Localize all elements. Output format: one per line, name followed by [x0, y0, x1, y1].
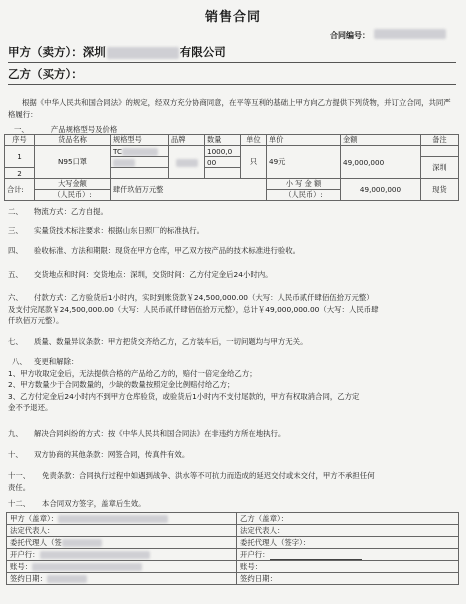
qty-cell-2: 00: [205, 157, 241, 168]
clause-subitem: 金不予退还。: [8, 403, 53, 412]
party-a-account-label: 账号：: [10, 562, 33, 571]
header-cell: 备注: [421, 135, 459, 146]
party-a-agent-label: 委托代理人（签: [10, 538, 62, 547]
party-b-line: [8, 66, 83, 82]
clause-9: [8, 428, 460, 440]
clause-text: 交货地点和时间：交货地点：深圳，交货时间：乙方付定金后24小时内。: [34, 270, 273, 279]
party-b-date: 签约日期：: [237, 573, 459, 585]
clause-title: 变更和解除：: [34, 357, 79, 366]
party-a-company-label: 甲方（盖章）：: [10, 514, 59, 523]
signature-row: [7, 537, 459, 549]
divider: [8, 62, 456, 63]
header-cell: 规格型号: [111, 135, 169, 146]
section-title: 产品规格型号及价格: [50, 125, 118, 134]
intro-paragraph: 根据《中华人民共和国合同法》的规定，经双方充分协商同意，在平等互利的基础上甲方向乙方提供下列货物，并订立合同，共同严格履行：: [8, 98, 451, 119]
party-b-agent: 委托代理人（签字）：: [237, 537, 459, 549]
clause-text: 验收标准、方法和期限：现货在甲方仓库，甲乙双方按产品的技术标准进行验收。: [34, 246, 301, 255]
clause-text: 本合同双方签字，盖章后生效。: [42, 499, 146, 508]
header-cell: 货品名称: [35, 135, 111, 146]
signature-row: [7, 549, 459, 561]
product-name: N95口罩: [35, 146, 111, 179]
unit-cell: 只: [241, 146, 267, 179]
spec-cell: [111, 146, 169, 157]
clause-number: 十二、: [8, 499, 31, 508]
qty-cell-3: [205, 168, 241, 179]
clause-7: [8, 336, 460, 348]
clause-8: [8, 356, 460, 414]
amount-cell: 49,000,000: [341, 146, 421, 179]
party-b-company-label: 乙方（盖章）：: [240, 514, 289, 523]
divider: [8, 84, 456, 85]
table-header-row: [5, 135, 459, 146]
party-b-label: 乙方（买方）：: [8, 67, 83, 81]
section-number: 一、: [14, 125, 29, 134]
redacted-agent: [62, 539, 102, 547]
clause-number: 六、: [8, 293, 23, 302]
upper-amount-label-2: （人民币）:: [35, 190, 111, 201]
party-a-name-suffix: 有限公司: [179, 45, 226, 59]
contract-number-label: 合同编号：: [330, 31, 370, 40]
upper-amount-value: 肆仟玖佰万元整: [111, 179, 267, 201]
upper-amount-label: 大写金额: [35, 179, 111, 190]
header-cell: 序号: [5, 135, 35, 146]
clause-4: [8, 245, 460, 257]
clause-2: [8, 206, 460, 218]
clause-number: 十、: [8, 450, 23, 459]
clause-6: [8, 292, 460, 327]
lower-amount-value: 49,000,000: [341, 179, 421, 201]
party-b-account: 账号：: [237, 561, 459, 573]
redacted-account: [32, 563, 142, 571]
page-title: 销售合同: [204, 10, 261, 25]
clause-3: [8, 225, 460, 237]
redacted-spec: [113, 159, 135, 167]
header-cell: 单价: [267, 135, 341, 146]
spec-cell-2: [111, 157, 169, 168]
header-cell: 金额: [341, 135, 421, 146]
price-cell: 49元: [267, 146, 341, 179]
underline: [270, 551, 362, 560]
party-a-bank: [7, 549, 237, 561]
header-cell: 品牌: [169, 135, 205, 146]
spec-cell-3: [111, 168, 169, 179]
lower-amount-label: 小 写 金 额: [267, 179, 341, 190]
clause-text: 实量货技术标注要求：根据山东日照厂的标准执行。: [34, 226, 204, 235]
clause-text: 仟玖佰万元整）。: [8, 316, 64, 325]
header-cell: 单位: [241, 135, 267, 146]
clause-number: 八、: [12, 357, 27, 366]
party-a-date-label: 签约日期：: [10, 574, 47, 583]
brand-cell: [169, 146, 205, 179]
clause-10: [8, 449, 460, 461]
party-b-bank: [237, 549, 459, 561]
clause-text: 及支付完尾款￥24,500,000.00（大写：人民币贰仟肆佰伍拾万元整），总计￥49,000,000.00（大写：人民币肆: [8, 304, 379, 314]
clause-text: 质量、数量异议条款：甲方把货交齐给乙方，乙方装车后，一切问题均与甲方无关。: [34, 337, 308, 346]
party-b-company: [237, 513, 459, 525]
clause-number: 四、: [8, 246, 23, 255]
clause-subitem: 3、乙方付定金后24小时内不到甲方仓库验货，或验货后1小时内不支付尾款的，甲方有权取消合同，乙方定: [8, 391, 360, 401]
signature-row: [7, 561, 459, 573]
clause-subitem: 1、甲方收取定金后，无法提供合格的产品给乙方的，赔付一倍定金给乙方；: [8, 368, 257, 378]
redacted-company-name: [107, 47, 179, 59]
clause-number: 十一、: [8, 471, 31, 480]
clause-number: 五、: [8, 270, 23, 279]
clause-number: 九、: [8, 429, 23, 438]
signature-row: [7, 525, 459, 537]
clause-number: 七、: [8, 337, 23, 346]
party-a-rep: 法定代表人：: [7, 525, 237, 537]
remark-cell-1: 深圳: [421, 157, 459, 179]
clause-5: [8, 269, 460, 281]
clause-12: [8, 498, 460, 510]
redacted-company: [58, 515, 168, 523]
redacted-contract-number: [374, 29, 446, 39]
signature-row: [7, 573, 459, 585]
remark-cell: [421, 146, 459, 157]
row-no: 1: [5, 146, 35, 168]
spec-prefix: TC: [113, 146, 122, 156]
header-cell: 数量: [205, 135, 241, 146]
remark-cell-2: 现货: [421, 179, 459, 201]
party-a-line: [8, 44, 226, 60]
clause-text: 责任。: [8, 482, 31, 492]
qty-cell: 1000,0: [205, 146, 241, 157]
party-a-bank-label: 开户行：: [10, 550, 40, 559]
party-a-name-prefix: 深圳: [82, 45, 106, 59]
party-a-agent: [7, 537, 237, 549]
redacted-bank: [40, 551, 150, 559]
party-a-date: [7, 573, 237, 585]
table-row: [5, 146, 459, 157]
clause-text: 免责条款：合同执行过程中如遇到战争、洪水等不可抗力而造成的延迟交付或未交付，甲方不承担任何: [42, 471, 375, 480]
clause-number: 三、: [8, 226, 23, 235]
clause-number: 二、: [8, 207, 23, 216]
party-b-bank-label: 开户行：: [240, 550, 270, 559]
clause-text: 物流方式：乙方自提。: [34, 207, 108, 216]
redacted-date: [47, 575, 87, 583]
redacted-spec: [122, 148, 158, 156]
signature-table: [6, 512, 459, 585]
goods-table: [4, 134, 459, 201]
signature-row: [7, 513, 459, 525]
row-no: 2: [5, 168, 35, 179]
lower-amount-label-2: （人民币）:: [267, 190, 341, 201]
clause-text: 解决合同纠纷的方式：按《中华人民共和国合同法》在非违约方所在地执行。: [34, 429, 286, 438]
party-a-account: [7, 561, 237, 573]
clause-subitem: 2、甲方数量少于合同数量的，少缺的数量按照定金比例赔付给乙方；: [8, 380, 235, 389]
party-a-label: 甲方（卖方）：: [8, 45, 83, 59]
party-b-rep: 法定代表人：: [237, 525, 459, 537]
clause-text: 双方协商的其他条款：网签合同，传真件有效。: [34, 450, 190, 459]
total-label: 合计:: [5, 179, 35, 201]
redacted-brand: [176, 159, 198, 167]
clause-11: [8, 470, 460, 493]
party-a-company: [7, 513, 237, 525]
table-total-row: [5, 179, 459, 190]
clause-text: 付款方式：乙方验货后1小时内，实时到账货款￥24,500,000.00（大写：人民币贰仟肆佰伍拾万元整）: [34, 293, 374, 302]
